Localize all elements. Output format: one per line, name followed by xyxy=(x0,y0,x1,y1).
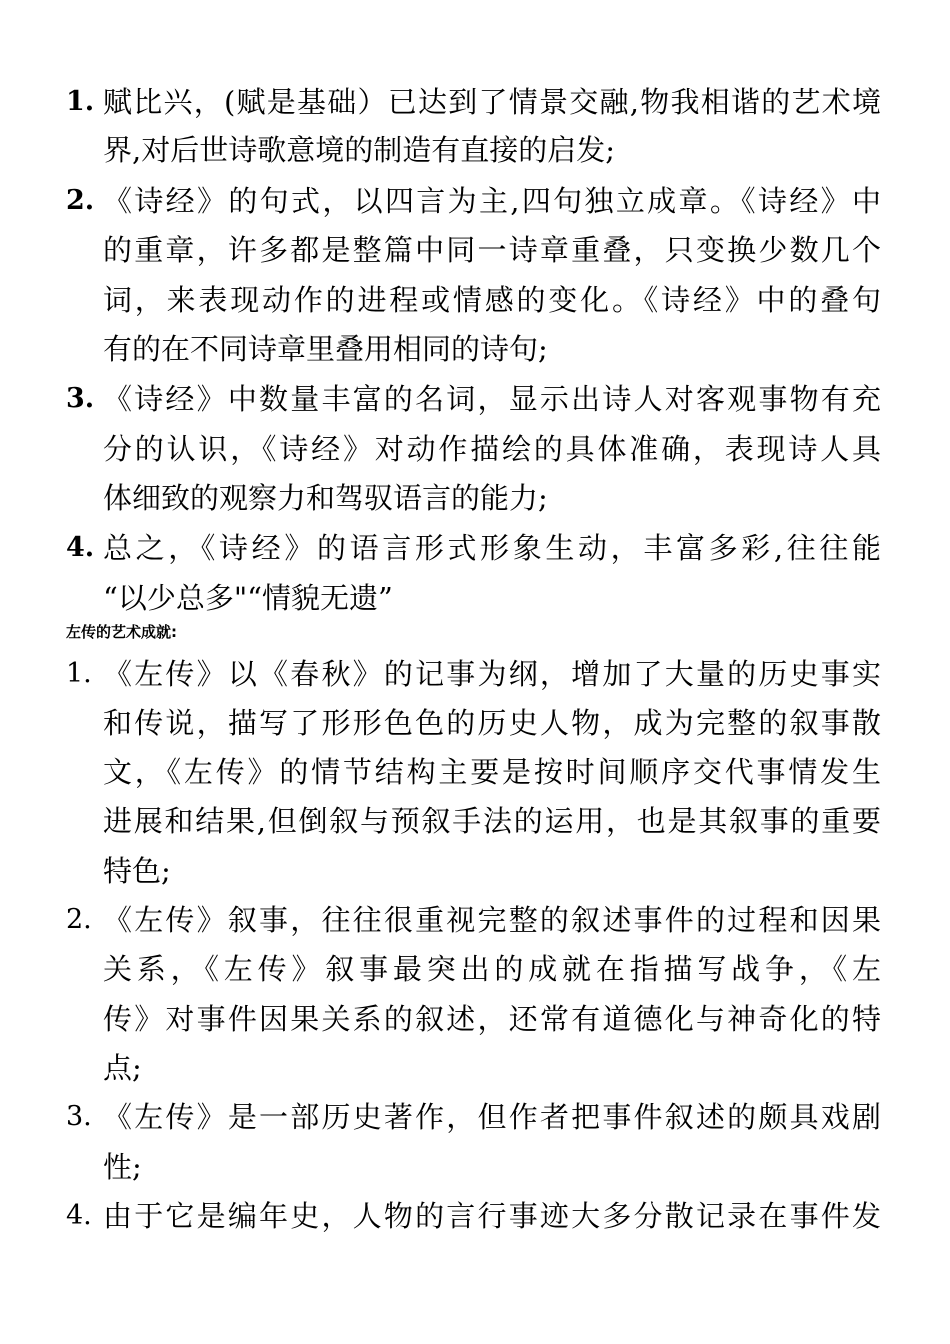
item-text-line: 界,对后世诗歌意境的制造有直接的启发; xyxy=(103,133,615,167)
item-text-line: 的重章，许多都是整篇中同一诗章重叠，只变换少数几个 xyxy=(103,233,881,267)
item-text-line: 《左传》叙事，往往很重视完整的叙述事件的过程和因果 xyxy=(103,903,881,937)
item-text-line: 有的在不同诗章里叠用相同的诗句; xyxy=(103,332,548,366)
item-text-line: 《左传》以《春秋》的记事为纲，增加了大量的历史事实 xyxy=(103,657,881,691)
item-text-line: 和传说，描写了形形色色的历史人物，成为完整的叙事散 xyxy=(103,706,881,740)
item-text-line: 点; xyxy=(103,1051,142,1085)
item-text-line: 体细致的观察力和驾驭语言的能力; xyxy=(103,481,548,515)
item-text-line: 由于它是编年史，人物的言行事迹大多分散记录在事件发 xyxy=(103,1199,881,1233)
item-number: 1. xyxy=(66,658,92,689)
section-heading-zuozhuan: 左传的艺术成就: xyxy=(66,623,177,641)
item-text-line: 《左传》是一部历史著作，但作者把事件叙述的颇具戏剧 xyxy=(103,1100,881,1134)
item-text-line: 总之，《诗经》的语言形式形象生动，丰富多彩,往往能 xyxy=(103,531,881,565)
item-number: 4. xyxy=(66,1200,92,1231)
item-number: 3. xyxy=(66,1101,92,1132)
item-text-line: 关系，《左传》叙事最突出的成就在指描写战争，《左 xyxy=(103,952,881,986)
item-number: 2. xyxy=(66,185,95,216)
item-number: 2. xyxy=(66,904,92,935)
item-text-line: 特色; xyxy=(103,854,171,888)
item-text-line: 《诗经》的句式，以四言为主,四句独立成章。《诗经》中 xyxy=(103,184,881,218)
item-text-line: 分的认识，《诗经》对动作描绘的具体准确，表现诗人具 xyxy=(103,432,881,466)
item-text-line: 文，《左传》的情节结构主要是按时间顺序交代事情发生 xyxy=(103,755,881,789)
item-text-line: 赋比兴，(赋是基础）已达到了情景交融,物我相谐的艺术境 xyxy=(103,85,881,119)
item-number: 3. xyxy=(66,383,95,414)
item-text-line: “以少总多"“情貌无遗” xyxy=(103,581,393,615)
item-text-line: 词，来表现动作的进程或情感的变化。《诗经》中的叠句 xyxy=(103,283,881,317)
item-number: 4. xyxy=(66,532,95,563)
item-text-line: 传》对事件因果关系的叙述，还常有道德化与神奇化的特 xyxy=(103,1002,881,1036)
item-text-line: 《诗经》中数量丰富的名词，显示出诗人对客观事物有充 xyxy=(103,382,881,416)
item-text-line: 性; xyxy=(103,1150,142,1184)
item-number: 1. xyxy=(66,86,95,117)
item-text-line: 进展和结果,但倒叙与预叙手法的运用，也是其叙事的重要 xyxy=(103,804,881,838)
